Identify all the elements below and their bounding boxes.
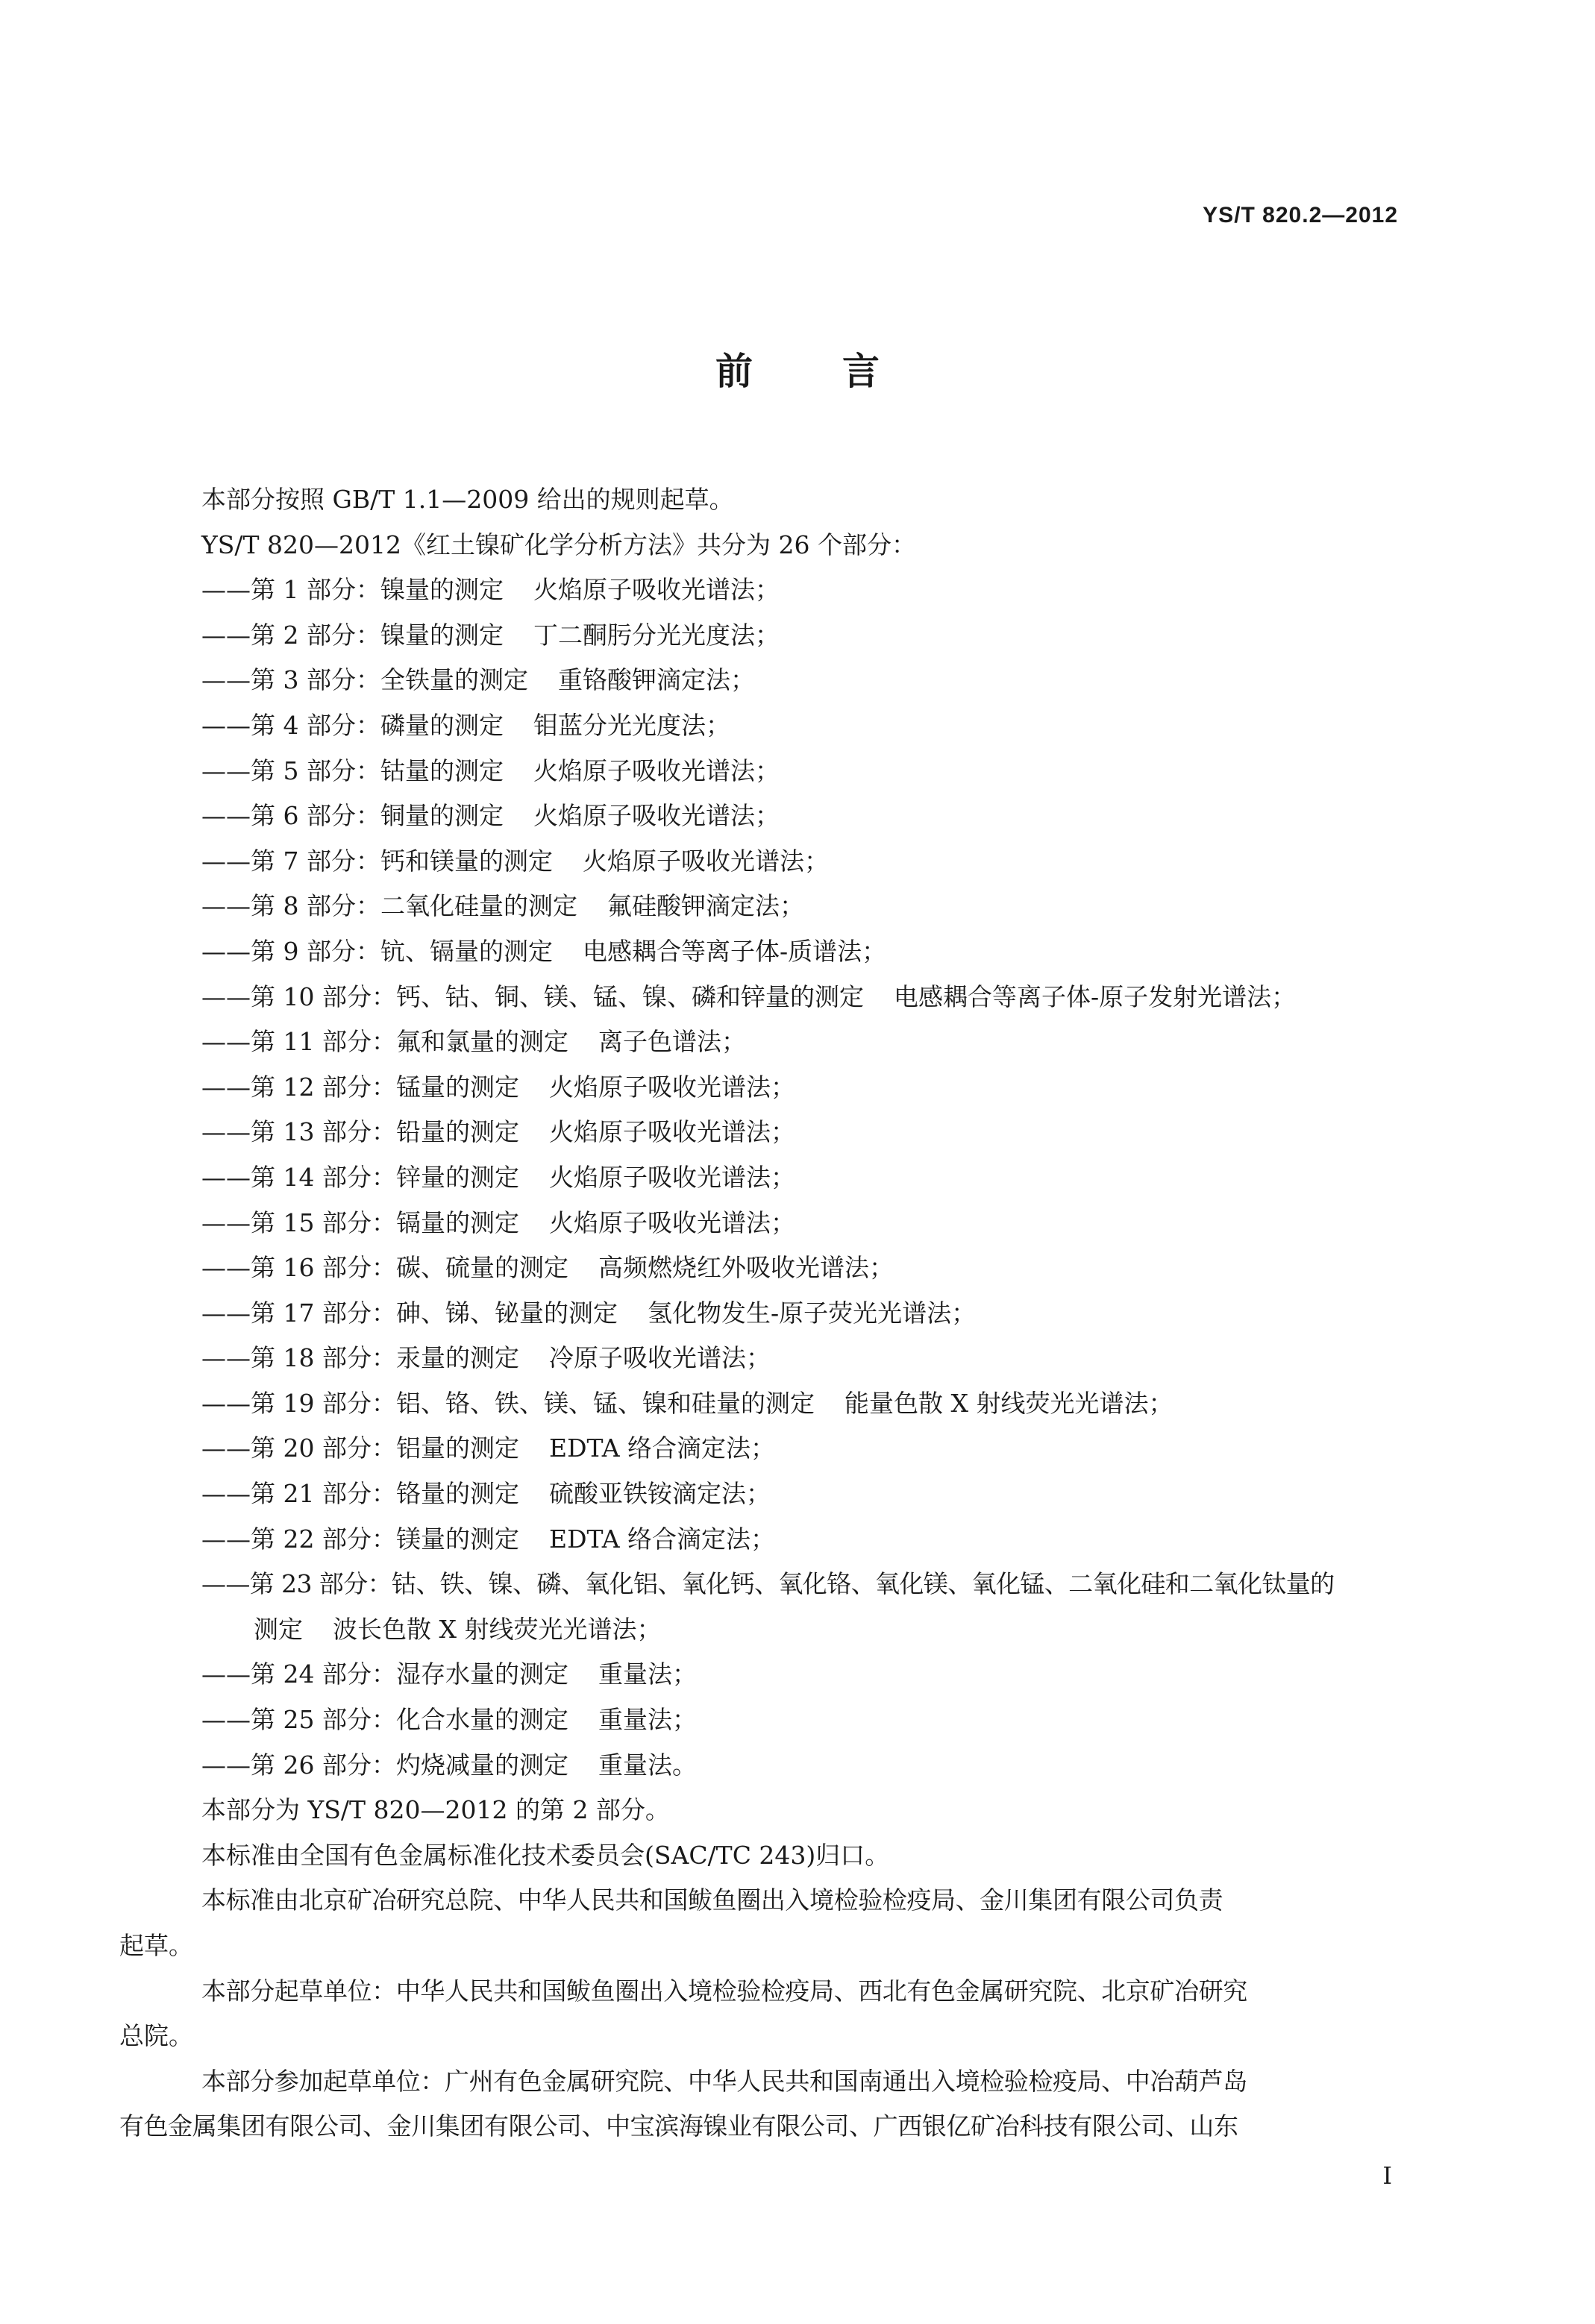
part-item: ——第 24 部分：湿存水量的测定 重量法； — [201, 1659, 697, 1689]
part-item: ——第 16 部分：碳、硫量的测定 高频燃烧红外吸收光谱法； — [201, 1253, 894, 1283]
page-number: I — [1382, 2161, 1392, 2190]
preface-body — [119, 477, 1432, 2149]
closing-paragraph-5-line-2: 有色金属集团有限公司、金川集团有限公司、中宝滨海镍业有限公司、广西银亿矿冶科技有限公司、山东 — [119, 2111, 1238, 2141]
part-item: ——第 25 部分：化合水量的测定 重量法； — [201, 1705, 697, 1735]
part-item: ——第 1 部分：镍量的测定 火焰原子吸收光谱法； — [201, 575, 780, 605]
part-item: ——第 18 部分：汞量的测定 冷原子吸收光谱法； — [201, 1343, 771, 1373]
part-item: ——第 2 部分：镍量的测定 丁二酮肟分光光度法； — [201, 620, 780, 650]
part-item: ——第 12 部分：锰量的测定 火焰原子吸收光谱法； — [201, 1072, 795, 1102]
part-item: ——第 9 部分：钪、镉量的测定 电感耦合等离子体-质谱法； — [201, 936, 887, 966]
closing-paragraph-4-line-2: 总院。 — [119, 2021, 193, 2051]
part-item: ——第 3 部分：全铁量的测定 重铬酸钾滴定法； — [201, 665, 755, 695]
part-item: ——第 14 部分：锌量的测定 火焰原子吸收光谱法； — [201, 1162, 795, 1192]
part-item: ——第 5 部分：钴量的测定 火焰原子吸收光谱法； — [201, 756, 780, 785]
part-item: ——第 21 部分：铬量的测定 硫酸亚铁铵滴定法； — [201, 1479, 771, 1509]
part-item: ——第 20 部分：铝量的测定 EDTA 络合滴定法； — [201, 1433, 776, 1463]
part-item: ——第 15 部分：镉量的测定 火焰原子吸收光谱法； — [201, 1207, 795, 1237]
part-item: ——第 6 部分：铜量的测定 火焰原子吸收光谱法； — [201, 801, 780, 831]
part-item: ——第 22 部分：镁量的测定 EDTA 络合滴定法； — [201, 1524, 776, 1554]
part-item: ——第 26 部分：灼烧减量的测定 重量法。 — [201, 1750, 697, 1780]
standard-code: YS/T 820.2—2012 — [1203, 203, 1398, 227]
intro-line-1: 本部分按照 GB/T 1.1—2009 给出的规则起草。 — [201, 485, 734, 514]
closing-paragraph-3-line-2: 起草。 — [119, 1931, 193, 1960]
closing-paragraph-4-line-1: 本部分起草单位：中华人民共和国鲅鱼圈出入境检验检疫局、西北有色金属研究院、北京矿冶研究 — [201, 1976, 1247, 2006]
closing-paragraph-1: 本部分为 YS/T 820—2012 的第 2 部分。 — [201, 1795, 670, 1825]
part-item: ——第 11 部分：氟和氯量的测定 离子色谱法； — [201, 1027, 746, 1057]
page-title: 前言 — [715, 350, 969, 393]
intro-line-2: YS/T 820—2012《红土镍矿化学分析方法》共分为 26 个部分： — [201, 530, 916, 559]
part-item: ——第 4 部分：磷量的测定 钼蓝分光光度法； — [201, 710, 730, 740]
part-23-line-2: 测定 波长色散 X 射线荧光光谱法； — [254, 1614, 662, 1644]
closing-paragraph-3-line-1: 本标准由北京矿冶研究总院、中华人民共和国鲅鱼圈出入境检验检疫局、金川集团有限公司负责 — [201, 1885, 1223, 1915]
part-item: ——第 10 部分：钙、钴、铜、镁、锰、镍、磷和锌量的测定 电感耦合等离子体-原子发射光谱法； — [201, 982, 1297, 1011]
part-item: ——第 13 部分：铅量的测定 火焰原子吸收光谱法； — [201, 1117, 795, 1147]
part-23-line-1: ——第 23 部分：钴、铁、镍、磷、氧化铝、氧化钙、氧化铬、氧化镁、氧化锰、二氧化硅和二氧化钛量的 — [201, 1569, 1335, 1599]
part-item: ——第 17 部分：砷、锑、铋量的测定 氢化物发生-原子荧光光谱法； — [201, 1298, 977, 1328]
closing-paragraph-2: 本标准由全国有色金属标准化技术委员会(SAC/TC 243)归口。 — [201, 1840, 890, 1870]
part-item: ——第 8 部分：二氧化硅量的测定 氟硅酸钾滴定法； — [201, 891, 804, 921]
closing-paragraph-5-line-1: 本部分参加起草单位：广州有色金属研究院、中华人民共和国南通出入境检验检疫局、中冶葫芦岛 — [201, 2066, 1247, 2096]
part-item: ——第 7 部分：钙和镁量的测定 火焰原子吸收光谱法； — [201, 846, 829, 876]
part-item: ——第 19 部分：铝、铬、铁、镁、锰、镍和硅量的测定 能量色散 X 射线荧光光谱法； — [201, 1388, 1173, 1418]
